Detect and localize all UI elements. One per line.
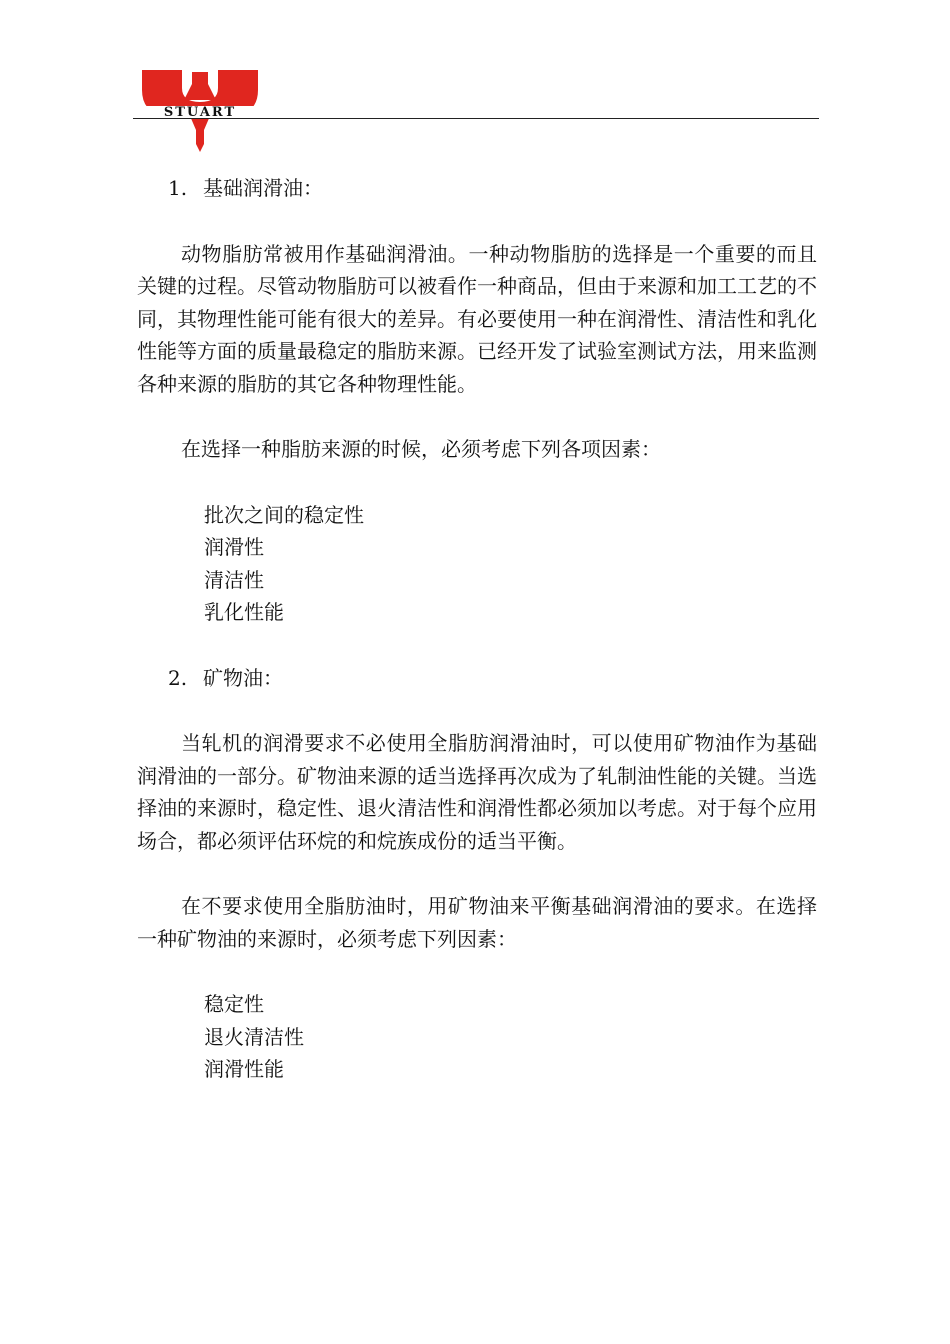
header-rule — [133, 118, 819, 119]
section1-factor-list — [137, 499, 817, 629]
stuart-logo — [140, 68, 260, 154]
list-item: 清洁性 — [204, 567, 264, 592]
list-item: 稳定性 — [204, 992, 264, 1016]
section2-factor-list — [137, 988, 817, 1086]
list-item: 润滑性 — [204, 535, 264, 559]
logo-text: STUART — [163, 105, 237, 120]
logo-flask — [184, 72, 216, 100]
section2-paragraph1: 当轧机的润滑要求不必使用全脂肪润滑油时，可以使用矿物油作为基础润滑油的一部分。矿物油来源的适当选择再次成为了轧制油性能的关键。当选择油的来源时，稳定性、退火清洁性和润滑性都必须加以考虑。对于每个应用场合，都必须评估环烷的和烷族成份的适当平衡。 — [137, 731, 817, 853]
section1-paragraph2: 在选择一种脂肪来源的时候，必须考虑下列各项因素： — [181, 437, 661, 461]
list-item: 乳化性能 — [204, 600, 284, 624]
section1-number: 1. — [168, 176, 188, 200]
section2-paragraph2: 在不要求使用全脂肪油时，用矿物油来平衡基础润滑油的要求。在选择一种矿物油的来源时，必须考虑下列因素： — [137, 894, 817, 951]
document-body — [137, 172, 817, 1086]
list-item: 批次之间的稳定性 — [204, 502, 364, 527]
list-item: 润滑性能 — [204, 1057, 284, 1081]
list-item: 退火清洁性 — [204, 1024, 304, 1049]
section2-heading — [168, 662, 817, 695]
section2-number: 2. — [168, 665, 188, 690]
section2-title: 矿物油： — [203, 665, 283, 690]
section1-title: 基础润滑油： — [203, 176, 323, 200]
section1-paragraph1: 动物脂肪常被用作基础润滑油。一种动物脂肪的选择是一个重要的而且关键的过程。尽管动物脂肪可以被看作一种商品，但由于来源和加工工艺的不同，其物理性能可能有很大的差异。有必要使用一种在润滑性、清洁性和乳化性能等方面的质量最稳定的脂肪来源。已经开发了试验室测试方法，用来监测各种来源的脂肪的其它各种物理性能。 — [137, 241, 817, 396]
section1-heading — [168, 172, 817, 205]
